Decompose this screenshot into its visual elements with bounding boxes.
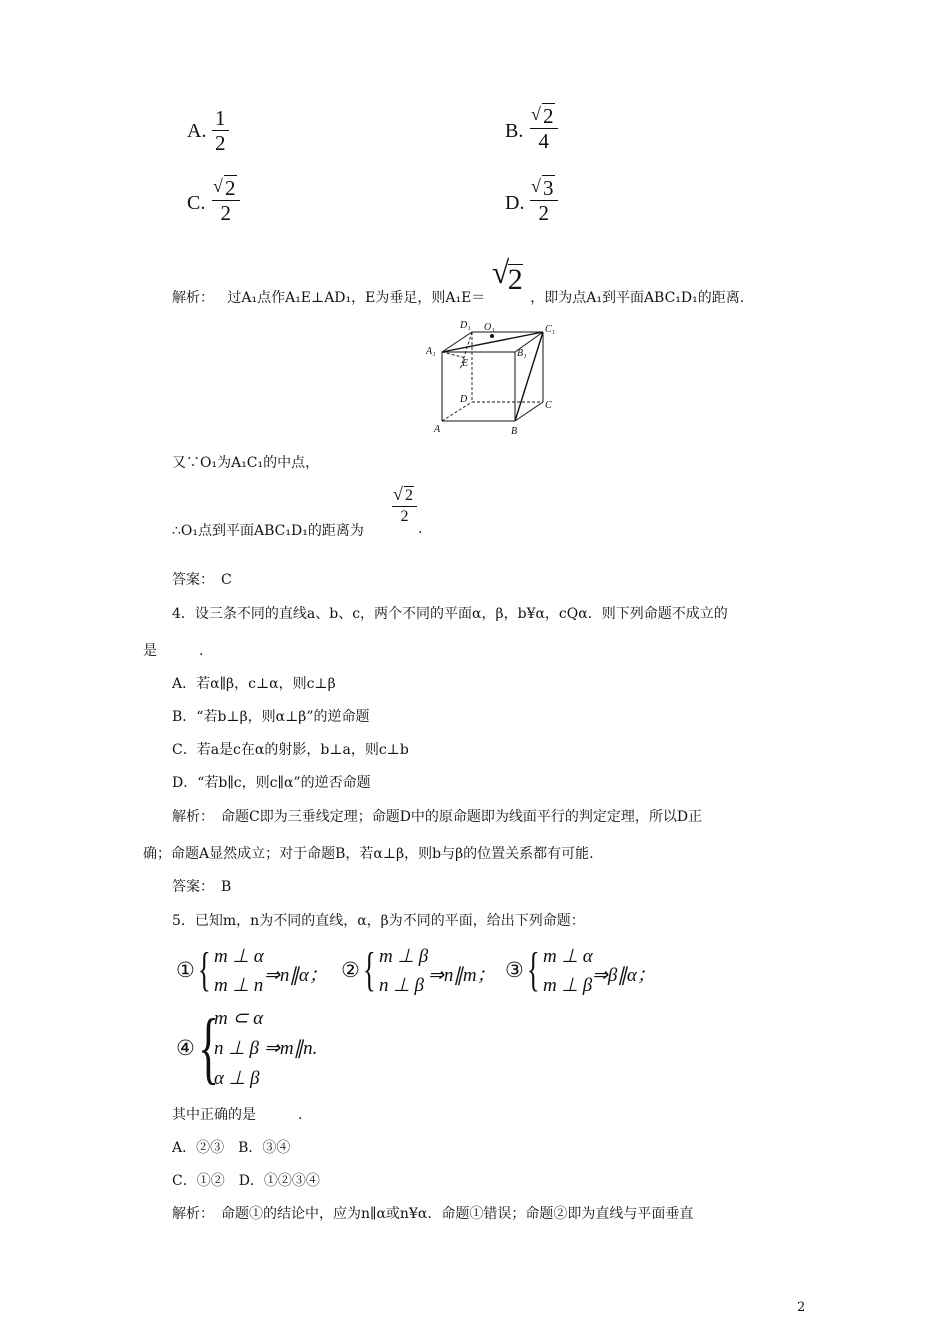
option-c-denominator: 2	[220, 201, 231, 225]
page-number: 2	[797, 1300, 806, 1315]
q5-p4-brace: {	[198, 1004, 220, 1092]
q5-p1-top: m ⊥ α	[214, 946, 264, 967]
q3-analysis-line	[172, 254, 745, 308]
q5-p4-line2: n ⊥ β	[214, 1038, 260, 1059]
q5-p3-brace: {	[527, 943, 540, 996]
cube-figure	[420, 318, 570, 438]
q3-analysis-sqrt-wrap: √ 2	[491, 254, 523, 296]
q3-answer: 答案： C	[172, 572, 232, 588]
q3-line2: 又∵O₁为A₁C₁的中点，	[172, 455, 320, 471]
q5-p1-bot: m ⊥ n	[214, 975, 264, 996]
option-c-label: C.	[187, 192, 206, 214]
q5-p4-line3: α ⊥ β	[214, 1068, 260, 1089]
label-b1: B₁	[517, 348, 527, 359]
q5-p4-res: ⇒m∥n.	[264, 1038, 318, 1059]
q3-line3-numerator: 2	[405, 487, 413, 504]
q3-line3-fraction	[392, 486, 417, 527]
q5-p2-top: m ⊥ β	[379, 946, 429, 967]
q5-p1-res: ⇒n∥α；	[264, 965, 328, 986]
q4-analysis-line2: 确；命题A显然成立；对于命题B，若α⊥β，则b与β的位置关系都有可能.	[143, 846, 594, 862]
q5-p4-mark: ④	[176, 1036, 195, 1060]
q5-p3-top: m ⊥ α	[543, 946, 593, 967]
label-o1: O₁	[484, 322, 495, 333]
q4-stem-line2: 是 .	[143, 643, 204, 659]
label-d1: D₁	[460, 320, 471, 331]
option-a-label: A.	[187, 120, 207, 142]
q4-stem-line1: 4．设三条不同的直线a、b、c，两个不同的平面α，β，b¥α，cQα．则下列命题不成立的	[172, 606, 728, 622]
q3-analysis-post: ，即为点A₁到平面ABC₁D₁的距离.	[530, 290, 745, 306]
option-b-label: B.	[505, 120, 524, 142]
q4-option-d: D．“若b∥c，则c∥α”的逆否命题	[172, 775, 371, 791]
q3-line3-post: .	[418, 521, 423, 537]
q5-correct-line: 其中正确的是 .	[172, 1107, 303, 1123]
label-d: D	[460, 394, 468, 405]
option-c-fraction	[212, 176, 240, 225]
q5-options-ab: A．②③ B．③④	[172, 1140, 291, 1156]
q5-p1-mark: ①	[176, 958, 195, 982]
q5-p2-mark: ②	[341, 958, 360, 982]
q3-line3-pre: ∴O₁点到平面ABC₁D₁的距离为	[172, 523, 364, 539]
option-b-fraction	[530, 104, 558, 153]
q5-stem: 5．已知m，n为不同的直线，α，β为不同的平面，给出下列命题：	[172, 913, 585, 929]
q5-p1-brace: {	[198, 943, 211, 996]
option-b-denominator: 4	[538, 129, 549, 153]
q5-options-cd: C．①② D．①②③④	[172, 1173, 320, 1189]
q5-p2-res: ⇒n∥m；	[428, 965, 496, 986]
label-c: C	[545, 400, 552, 411]
q4-analysis-line1: 解析： 命题C即为三垂线定理；命题D中的原命题即为线面平行的判定定理，所以D正	[172, 809, 703, 825]
option-b-numerator: 2	[543, 104, 554, 128]
option-a-numerator: 1	[215, 106, 226, 130]
q5-analysis: 解析： 命题①的结论中，应为n∥α或n¥α．命题①错误；命题②即为直线与平面垂直	[172, 1206, 694, 1222]
o1-point	[490, 334, 494, 338]
option-d-label: D.	[505, 192, 525, 214]
q4-option-b: B．“若b⊥β，则α⊥β”的逆命题	[172, 709, 370, 725]
q3-line3-denominator: 2	[400, 508, 409, 525]
option-d-numerator: 3	[543, 176, 554, 200]
option-a-denominator: 2	[215, 131, 226, 155]
q5-p2-brace: {	[363, 943, 376, 996]
q5-p2-bot: n ⊥ β	[379, 975, 425, 996]
q4-option-c: C．若a是c在α的射影，b⊥a，则c⊥b	[172, 742, 409, 758]
label-c1: C₁	[545, 324, 556, 335]
q5-p3-bot: m ⊥ β	[543, 975, 593, 996]
label-e: E	[462, 358, 469, 369]
label-a: A	[434, 424, 441, 435]
option-c-numerator: 2	[225, 176, 236, 200]
q4-option-a: A．若α∥β，c⊥α，则c⊥β	[172, 676, 336, 692]
option-a-fraction	[212, 106, 229, 155]
label-b: B	[511, 426, 518, 437]
label-a1: A₁	[426, 346, 436, 357]
q5-p4-line1: m ⊂ α	[214, 1008, 264, 1029]
q3-analysis-pre: 过A₁点作A₁E⊥AD₁，E为垂足，则A₁E＝	[227, 290, 486, 306]
q5-p3-mark: ③	[505, 958, 524, 982]
q5-p3-res: ⇒β∥α；	[592, 965, 656, 986]
option-d-fraction	[530, 176, 558, 225]
q3-analysis-sqrt: 2	[507, 263, 523, 296]
q4-answer: 答案： B	[172, 879, 232, 895]
q3-analysis-label: 解析：	[172, 290, 214, 306]
option-d-denominator: 2	[538, 201, 549, 225]
q3-line3	[172, 521, 364, 541]
